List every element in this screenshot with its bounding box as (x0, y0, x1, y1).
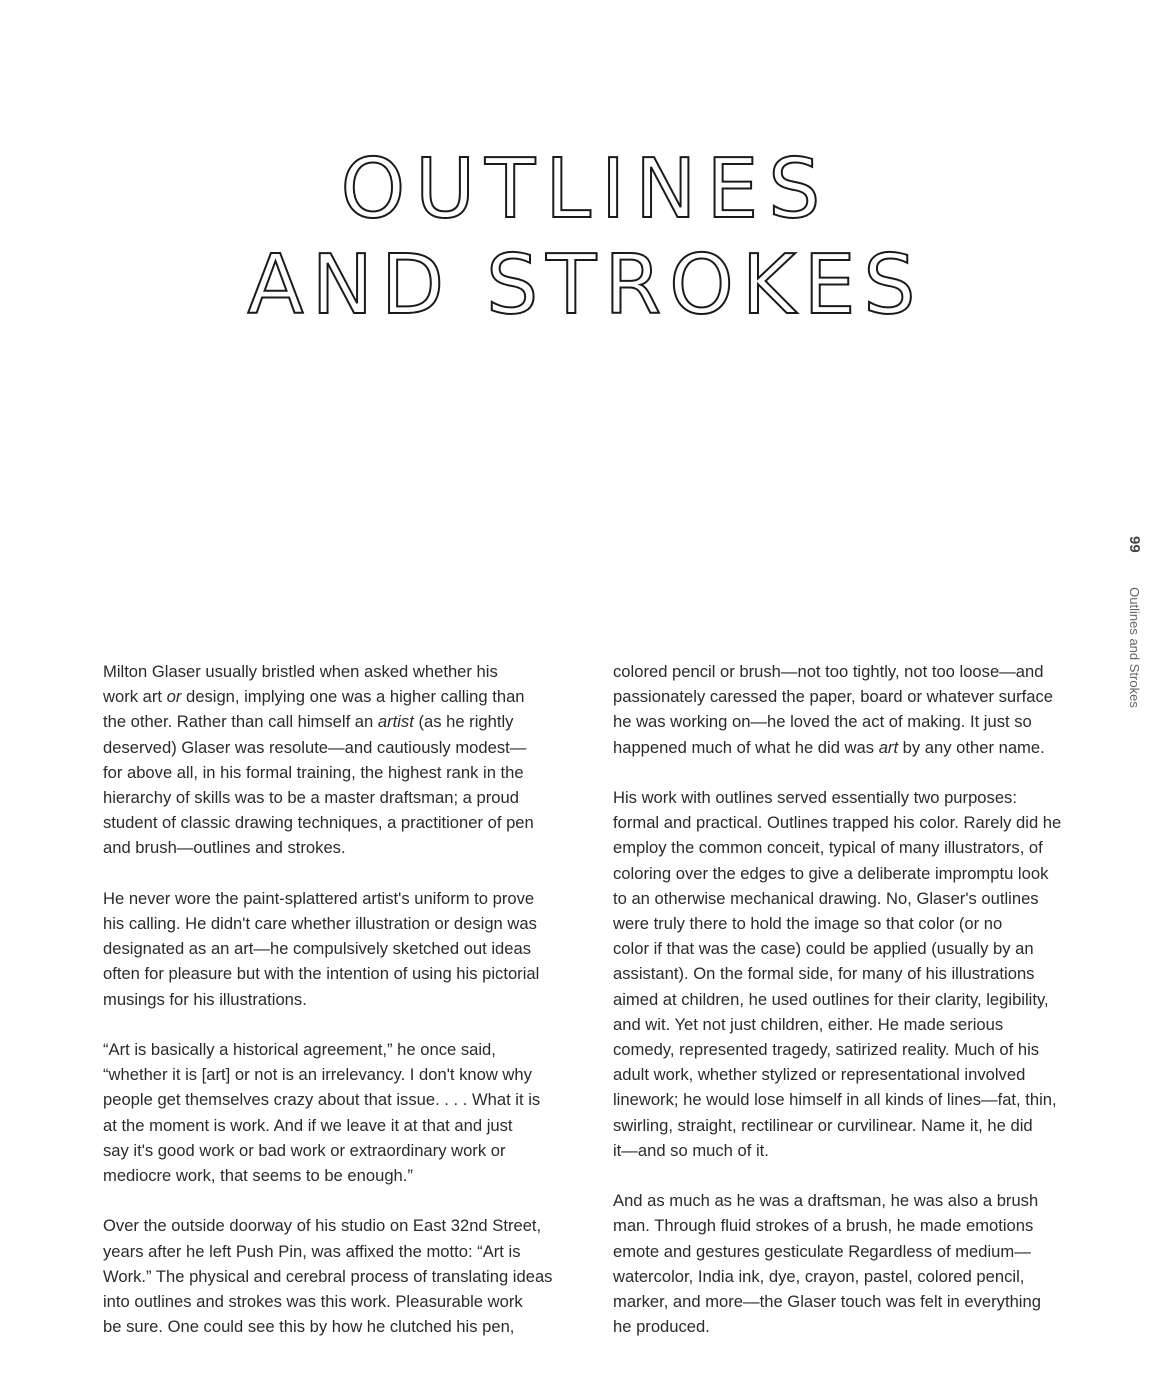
text-line: the other. Rather than call himself an artist (as he rightly (103, 712, 514, 732)
text-line: say it's good work or bad work or extraordinary work or (103, 1140, 506, 1160)
text-line: his calling. He didn't care whether illustration or design was (103, 914, 537, 934)
text-line: years after he left Push Pin, was affixed the motto: “Art is (103, 1241, 521, 1261)
text-line: for above all, in his formal training, the highest rank in the (103, 762, 524, 782)
text-line: Over the outside doorway of his studio on East 32nd Street, (103, 1216, 542, 1236)
text-line: watercolor, India ink, dye, crayon, pastel, colored pencil, (613, 1266, 1025, 1286)
text-line: he was working on—he loved the act of making. It just so (613, 712, 1032, 732)
text-line: employ the common conceit, typical of many illustrators, of (613, 838, 1043, 858)
paragraph (613, 659, 1103, 760)
text-line: “Art is basically a historical agreement,” he once said, (103, 1040, 496, 1060)
paragraph (103, 659, 589, 861)
text-line: Work.” The physical and cerebral process of translating ideas (103, 1266, 553, 1286)
text-line: colored pencil or brush—not too tightly, not too loose—and (613, 662, 1044, 681)
text-line: aimed at children, he used outlines for their clarity, legibility, (613, 989, 1049, 1009)
text-line: linework; he would lose himself in all kinds of lines—fat, thin, (613, 1090, 1057, 1110)
text-line: deserved) Glaser was resolute—and cautiously modest— (103, 737, 527, 757)
text-line: student of classic drawing techniques, a practitioner of pen (103, 813, 534, 833)
text-line: man. Through fluid strokes of a brush, he made emotions (613, 1216, 1034, 1236)
text-line: to an otherwise mechanical drawing. No, Glaser's outlines (613, 888, 1039, 908)
text-line: comedy, represented tragedy, satirized reality. Much of his (613, 1040, 1040, 1060)
side-folio (1113, 536, 1143, 708)
text-line: work art or design, implying one was a higher calling than (103, 687, 525, 707)
text-line: marker, and more—the Glaser touch was felt in everything (613, 1292, 1041, 1312)
paragraph (103, 886, 589, 1012)
text-line: adult work, whether stylized or representational involved (613, 1065, 1026, 1085)
text-line: often for pleasure but with the intention of using his pictorial (103, 964, 540, 984)
text-line: happened much of what he did was art by any other name. (613, 737, 1045, 757)
text-line: he produced. (613, 1317, 710, 1337)
text-line: at the moment is work. And if we leave it at that and just (103, 1115, 513, 1135)
text-line: And as much as he was a draftsman, he was also a brush (613, 1191, 1039, 1211)
paragraph (103, 1037, 589, 1188)
text-line: mediocre work, that seems to be enough.” (103, 1166, 413, 1186)
running-head: Outlines and Strokes (1127, 587, 1142, 708)
text-line: designated as an art—he compulsively sketched out ideas (103, 939, 532, 959)
text-line: passionately caressed the paper, board or whatever surface (613, 687, 1053, 707)
text-line: were truly there to hold the image so that color (or no (613, 914, 1003, 934)
text-line: coloring over the edges to give a deliberate impromptu look (613, 863, 1049, 883)
text-line: and brush—outlines and strokes. (103, 838, 346, 858)
text-line: formal and practical. Outlines trapped his color. Rarely did he (613, 813, 1062, 833)
text-line: and wit. Yet not just children, either. He made serious (613, 1014, 1004, 1034)
paragraph (103, 1213, 589, 1339)
text-line: color if that was the case) could be applied (usually by an (613, 939, 1034, 959)
page-number: 99 (1126, 536, 1143, 553)
paragraph (613, 1188, 1103, 1339)
text-line: musings for his illustrations. (103, 989, 307, 1009)
text-line: hierarchy of skills was to be a master draftsman; a proud (103, 788, 519, 808)
title-line-1: OUTLINES (340, 142, 831, 237)
text-line: His work with outlines served essentially two purposes: (613, 788, 1017, 807)
text-line: Milton Glaser usually bristled when asked whether his (103, 662, 498, 681)
left-column (103, 659, 589, 1339)
text-line: people get themselves crazy about that issue. . . . What it is (103, 1090, 541, 1110)
text-line: it—and so much of it. (613, 1140, 769, 1160)
text-line: assistant). On the formal side, for many of his illustrations (613, 964, 1035, 984)
text-line: emote and gestures gesticulate Regardless of medium— (613, 1241, 1031, 1261)
text-line: swirling, straight, rectilinear or curvilinear. Name it, he did (613, 1115, 1033, 1135)
text-line: into outlines and strokes was this work. Pleasurable work (103, 1292, 523, 1312)
text-line: He never wore the paint-splattered artist's uniform to prove (103, 888, 535, 908)
title-line-2: AND STROKES (247, 238, 924, 333)
paragraph (613, 785, 1103, 1163)
text-line: “whether it is [art] or not is an irrelevancy. I don't know why (103, 1065, 532, 1085)
text-line: be sure. One could see this by how he clutched his pen, (103, 1317, 515, 1337)
right-column (613, 659, 1103, 1339)
